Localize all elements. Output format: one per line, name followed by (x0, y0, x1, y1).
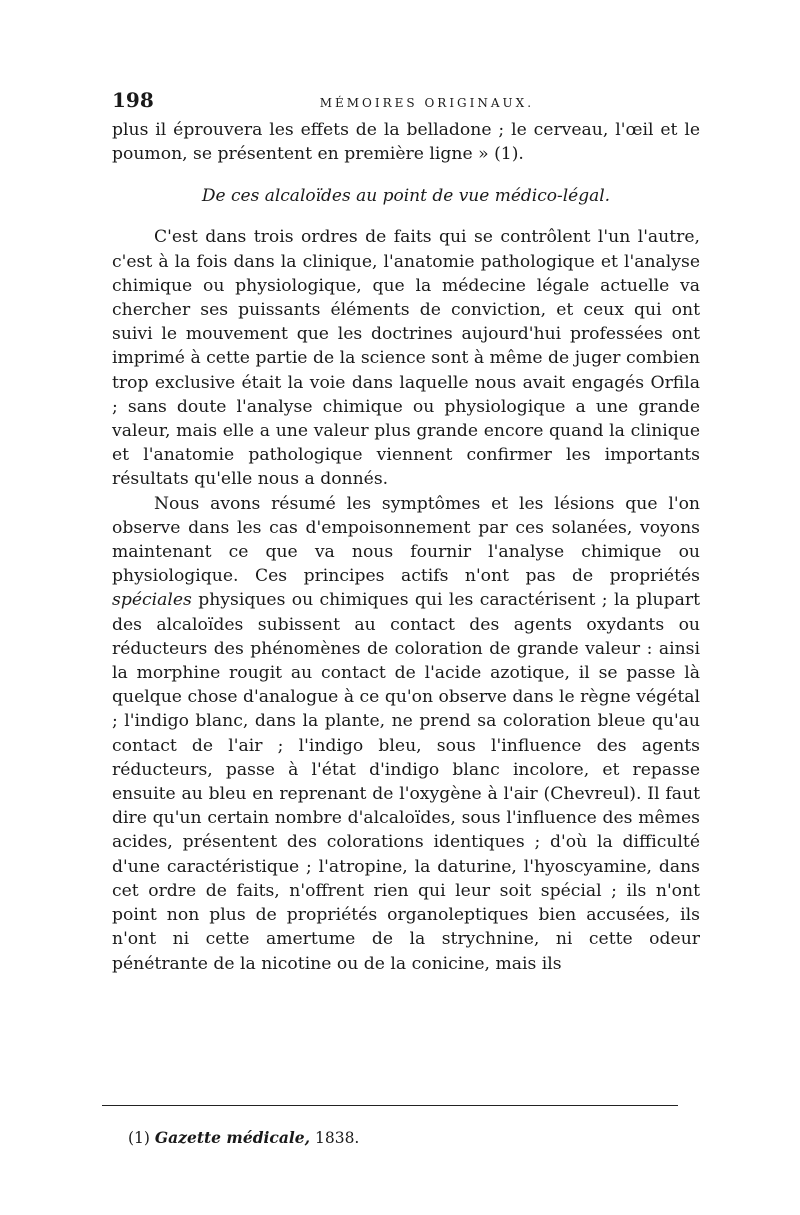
page-body (112, 88, 700, 976)
section-heading: De ces alcaloïdes au point de vue médico-légal. (201, 186, 611, 207)
footnote (128, 1128, 359, 1147)
running-title: MÉMOIRES ORIGINAUX. (319, 96, 535, 110)
running-header (112, 88, 700, 118)
paragraph-2-text-a: Nous avons résumé les symptômes et les lésions que l'on observe dans les cas d'empoisonnement par ces solanées, voyons maintenant ce que va nous fournir l'analyse chimique ou physiologique. Ces principes actifs n'ont pas de propriétés (112, 493, 700, 587)
paragraph-1: C'est dans trois ordres de faits qui se contrôlent l'un l'autre, c'est à la fois dans la clinique, l'anatomie pathologique et l'analyse chimique ou physiologique, que la médecine légale actuelle va chercher ses puissants éléments de conviction, et ceux qui ont suivi le mouvement que les doctrines aujourd'hui professées ont imprimé à cette partie de la science sont à même de juger combien trop exclusive était la voie dans laquelle nous avait engagés Orfila ; sans doute l'analyse chimique ou physiologique a une grande valeur, mais elle a une valeur plus grande encore quand la clinique et l'anatomie pathologique viennent confirmer les importants résultats qu'elle nous a donnés. (112, 227, 700, 490)
footnote-year: 1838. (314, 1129, 360, 1147)
paragraph-2-text-b: physiques ou chimiques qui les caractérisent ; la plupart des alcaloïdes subissent au contact des agents oxydants ou réducteurs des phénomènes de coloration de grande valeur : ainsi la morphine rougit au contact de l'acide azotique, il se passe là quelque chose d'analogue à ce qu'on observe dans le règne végétal ; l'indigo blanc, dans la plante, ne prend sa coloration bleue qu'au contact de l'air ; l'indigo bleu, sous l'influence des agents réducteurs, passe à l'état d'indigo blanc incolore, et repasse ensuite au bleu en reprenant de l'oxygène à l'air (Chevreul). Il faut dire qu'un certain nombre d'alcaloïdes, sous l'influence des mêmes acides, présentent des colorations identiques ; d'où la difficulté d'une caractéristique ; l'atropine, la daturine, l'hyoscyamine, dans cet ordre de faits, n'offrent rien qui leur soit spécial ; ils n'ont point non plus de propriétés organoleptiques bien accusées, ils n'ont ni cette amertume de la strychnine, ni cette odeur pénétrante de la nicotine ou de la conicine, mais ils (112, 590, 700, 974)
footnote-marker: (1) (128, 1129, 150, 1147)
emphasis-speciales: spéciales (112, 590, 192, 611)
footnote-rule (102, 1105, 678, 1106)
footnote-source: Gazette médicale, (154, 1128, 311, 1147)
paragraph-2 (112, 492, 700, 976)
page-number: 198 (112, 88, 154, 112)
continued-paragraph: plus il éprouvera les effets de la belladone ; le cerveau, l'œil et le poumon, se présentent en première ligne » (1). (112, 120, 700, 165)
